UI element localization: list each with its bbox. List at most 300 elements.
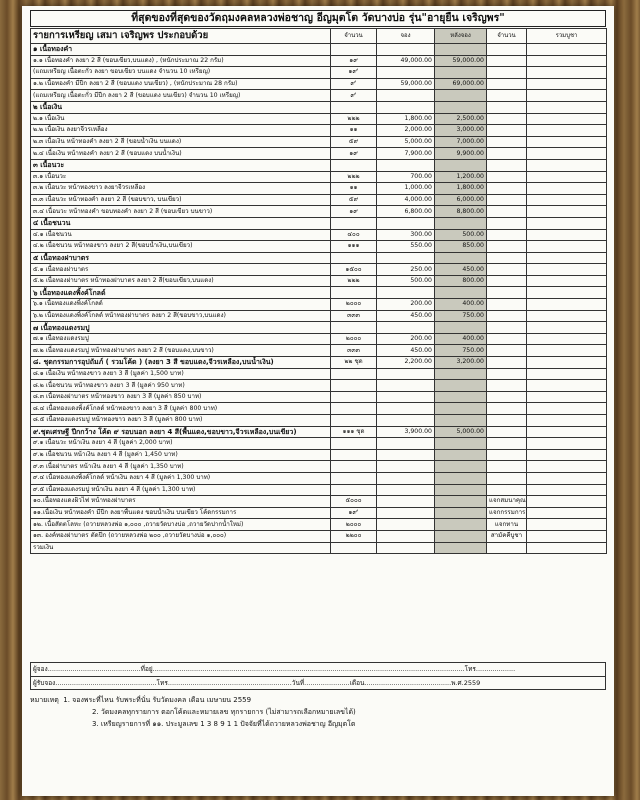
row-quantity <box>331 415 377 427</box>
row-quantity <box>331 391 377 403</box>
row-description: ๑๐.เนื้อทองแดงผิวไฟ หน้าทองฝาบาตร <box>31 496 331 508</box>
row-after-price <box>435 67 487 79</box>
row-after-price: 9,900.00 <box>435 148 487 160</box>
row-quantity: ๒๐๐๐ <box>331 299 377 311</box>
row-count <box>487 148 527 160</box>
row-count <box>487 542 527 554</box>
row-after-price <box>435 415 487 427</box>
table-row <box>31 171 607 183</box>
price-table <box>30 28 607 554</box>
row-after-price: 1,800.00 <box>435 183 487 195</box>
row-after-price <box>435 530 487 542</box>
row-total <box>527 391 607 403</box>
row-after-price <box>435 484 487 496</box>
row-count <box>487 159 527 171</box>
row-description: ๓.๓ เนื้อนวะ หน้าทองคำ ลงยา 2 สี (ขอบขาว, บนเขียว) <box>31 194 331 206</box>
row-count: แจกกรรมการ <box>487 507 527 519</box>
table-row <box>31 229 607 241</box>
row-reserve-price: 2,200.00 <box>377 357 435 369</box>
row-total <box>527 171 607 183</box>
table-row <box>31 461 607 473</box>
row-total <box>527 67 607 79</box>
row-reserve-price: 250.00 <box>377 264 435 276</box>
row-count <box>487 426 527 438</box>
row-reserve-price: 59,000.00 <box>377 78 435 90</box>
row-total <box>527 438 607 450</box>
row-after-price <box>435 496 487 508</box>
row-description: ๗.๑ เนื้อทองแดงรมปู <box>31 333 331 345</box>
table-header-row <box>31 29 607 44</box>
row-count <box>487 206 527 218</box>
row-after-price: 69,000.00 <box>435 78 487 90</box>
row-quantity <box>331 380 377 392</box>
table-row <box>31 519 607 531</box>
table-row <box>31 310 607 322</box>
row-description: ๙.ชุดเศรษฐี ปีกกว้าง โค้ด ๙ รอบนอก ลงยา 4 สี(พื้นแดง,ขอบขาว,จีวรเหลือง,บนเขียว) <box>31 426 331 438</box>
row-reserve-price <box>377 368 435 380</box>
table-row <box>31 78 607 90</box>
table-row <box>31 449 607 461</box>
row-reserve-price <box>377 44 435 56</box>
row-total <box>527 136 607 148</box>
row-total <box>527 461 607 473</box>
table-row <box>31 241 607 253</box>
section-row <box>31 101 607 113</box>
row-quantity: ๒๐๐๐ <box>331 333 377 345</box>
row-total <box>527 449 607 461</box>
row-total <box>527 287 607 299</box>
row-count <box>487 415 527 427</box>
row-quantity <box>331 368 377 380</box>
row-total <box>527 206 607 218</box>
row-description: ๖.๑ เนื้อทองแดงพิ้งค์โกลด์ <box>31 299 331 311</box>
row-total <box>527 322 607 334</box>
row-quantity: ๔๐๐ <box>331 229 377 241</box>
row-total <box>527 519 607 531</box>
row-description: ๔ เนื้อชนวน <box>31 217 331 229</box>
row-description: ๘.๒ เนื้อชนวน หน้าทองขาว ลงยา 3 สี (มูลค่า 950 บาท) <box>31 380 331 392</box>
row-count <box>487 299 527 311</box>
table-row <box>31 484 607 496</box>
row-after-price: 750.00 <box>435 310 487 322</box>
section-row <box>31 44 607 56</box>
row-count <box>487 310 527 322</box>
row-count <box>487 183 527 195</box>
row-count <box>487 357 527 369</box>
row-after-price: 59,000.00 <box>435 55 487 67</box>
row-reserve-price <box>377 252 435 264</box>
row-quantity <box>331 322 377 334</box>
row-total <box>527 241 607 253</box>
row-count <box>487 264 527 276</box>
row-after-price <box>435 252 487 264</box>
row-after-price: 6,000.00 <box>435 194 487 206</box>
row-description: ๘. ชุดกรรมการอุปถัมภ์ ( รวมโค้ด ) (ลงยา 3 สี ขอบแดง,จีวรเหลือง,บนน้ำเงิน) <box>31 357 331 369</box>
footer-fields <box>30 662 606 690</box>
row-description: ๙.๔ เนื้อทองแดงพิ้งค์โกลด์ หน้าเงิน ลงยา 4 สี (มูลค่า 1,300 บาท) <box>31 472 331 484</box>
table-row <box>31 391 607 403</box>
row-quantity: ๑๙' <box>331 507 377 519</box>
price-table-body <box>31 29 607 554</box>
row-description: ๕.๑ เนื้อทองฝาบาตร <box>31 264 331 276</box>
table-row <box>31 438 607 450</box>
header-after-price: หลังจอง <box>435 29 487 44</box>
row-total <box>527 507 607 519</box>
row-reserve-price: 200.00 <box>377 333 435 345</box>
row-description: ๓ เนื้อนวะ <box>31 159 331 171</box>
row-after-price: 400.00 <box>435 333 487 345</box>
row-count <box>487 484 527 496</box>
row-description: (แถมเหรียญ เนื้อตะกั่ว มีปีก ลงยา 2 สี (ขอบแดง บนเขียว) จำนวน 10 เหรียญ) <box>31 90 331 102</box>
row-quantity: ๑๑ <box>331 125 377 137</box>
row-reserve-price <box>377 403 435 415</box>
row-description: ๒ เนื้อเงิน <box>31 101 331 113</box>
row-quantity <box>331 542 377 554</box>
row-quantity: ๒๒๒ <box>331 275 377 287</box>
row-reserve-price <box>377 415 435 427</box>
section-row <box>31 426 607 438</box>
row-reserve-price <box>377 449 435 461</box>
row-count <box>487 125 527 137</box>
row-quantity: ๒๒๒ <box>331 171 377 183</box>
row-total <box>527 496 607 508</box>
row-total <box>527 299 607 311</box>
row-count <box>487 44 527 56</box>
row-total <box>527 194 607 206</box>
row-reserve-price <box>377 322 435 334</box>
row-reserve-price <box>377 380 435 392</box>
row-total <box>527 113 607 125</box>
row-description: ๗.๒ เนื้อทองแดงรมปู หน้าทองฝาบาตร ลงยา 2 สี (ขอบแดง,บนขาว) <box>31 345 331 357</box>
row-after-price <box>435 287 487 299</box>
row-total <box>527 217 607 229</box>
row-description: ๙.๒ เนื้อชนวน หน้าเงิน ลงยา 4 สี (มูลค่า 1,450 บาท) <box>31 449 331 461</box>
row-description: ๕.๒ เนื้อทองฝาบาตร หน้าทองฝาบาตร ลงยา 2 สี(ขอบเขียว,บนแดง) <box>31 275 331 287</box>
row-quantity <box>331 217 377 229</box>
row-count <box>487 101 527 113</box>
row-quantity <box>331 44 377 56</box>
row-quantity <box>331 101 377 113</box>
row-count <box>487 229 527 241</box>
row-description: ๑ เนื้อทองคำ <box>31 44 331 56</box>
row-count <box>487 449 527 461</box>
row-quantity: ๑๙ <box>331 206 377 218</box>
row-total <box>527 55 607 67</box>
row-reserve-price: 500.00 <box>377 275 435 287</box>
row-quantity: ๑๙' <box>331 67 377 79</box>
table-row <box>31 264 607 276</box>
section-row <box>31 159 607 171</box>
row-after-price: 450.00 <box>435 264 487 276</box>
row-total <box>527 542 607 554</box>
row-total <box>527 530 607 542</box>
row-reserve-price <box>377 484 435 496</box>
row-description: ๘.๕ เนื้อทองแดงรมปู หน้าทองขาว ลงยา 3 สี (มูลค่า 800 บาท) <box>31 415 331 427</box>
table-row <box>31 496 607 508</box>
row-count <box>487 380 527 392</box>
receiver-line[interactable]: ผู้รับจอง.................................................โทร............................................................วันที่......................เดือน..........................................พ.ศ.2559 <box>31 676 605 690</box>
row-after-price <box>435 159 487 171</box>
row-reserve-price <box>377 67 435 79</box>
header-quantity: จำนวน <box>331 29 377 44</box>
row-after-price <box>435 380 487 392</box>
row-reserve-price: 200.00 <box>377 299 435 311</box>
row-count <box>487 171 527 183</box>
row-reserve-price: 49,000.00 <box>377 55 435 67</box>
row-total <box>527 44 607 56</box>
row-after-price: 1,200.00 <box>435 171 487 183</box>
row-reserve-price <box>377 101 435 113</box>
row-total <box>527 345 607 357</box>
row-total <box>527 252 607 264</box>
row-quantity <box>331 252 377 264</box>
section-row <box>31 322 607 334</box>
row-after-price: 2,500.00 <box>435 113 487 125</box>
row-quantity: ๑๙ <box>331 148 377 160</box>
row-total <box>527 403 607 415</box>
row-total <box>527 264 607 276</box>
row-description: ๑๓. องค์ทองฝาบาตร ตัดปีก (ถวายหลวงพ่อ ๒๐๐ ,ถวายวัดบางบ่อ ๑,๐๐๐) <box>31 530 331 542</box>
header-description: รายการเหรียญ เสมา เจริญพร ประกอบด้วย <box>31 29 331 44</box>
row-after-price <box>435 519 487 531</box>
row-after-price: 850.00 <box>435 241 487 253</box>
section-row <box>31 287 607 299</box>
note-3: 3. เหรียญรายการที่ ๑๑. ประมูลเลข 1 3 8 9 1 1 ปัจจัยที่ได้ถวายหลวงพ่อชาญ อีญมุตโต <box>92 720 356 728</box>
row-total <box>527 357 607 369</box>
row-after-price <box>435 101 487 113</box>
row-quantity <box>331 287 377 299</box>
row-count <box>487 403 527 415</box>
row-after-price: 5,000.00 <box>435 426 487 438</box>
row-quantity: ๑๑๑ <box>331 241 377 253</box>
row-count: สามัคคีบูชา <box>487 530 527 542</box>
row-total <box>527 310 607 322</box>
row-description: ๔.๑ เนื้อชนวน <box>31 229 331 241</box>
row-total <box>527 183 607 195</box>
table-row <box>31 90 607 102</box>
row-count <box>487 472 527 484</box>
table-row <box>31 67 607 79</box>
row-description: ๗ เนื้อทองแดงรมปู <box>31 322 331 334</box>
row-total <box>527 78 607 90</box>
row-description: ๑.๒ เนื้อทองคำ มีปีก ลงยา 2 สี (ขอบแดง บนเขียว) , (หนักประมาณ 28 กรัม) <box>31 78 331 90</box>
row-count: แจกทาน <box>487 519 527 531</box>
row-description: ๙.๑ เนื้อนวะ หน้าเงิน ลงยา 4 สี (มูลค่า 2,000 บาท) <box>31 438 331 450</box>
row-quantity <box>331 461 377 473</box>
row-quantity: ๕๙ <box>331 194 377 206</box>
table-row <box>31 206 607 218</box>
row-after-price: 500.00 <box>435 229 487 241</box>
row-description: ๕ เนื้อทองฝาบาตร <box>31 252 331 264</box>
row-total <box>527 159 607 171</box>
row-quantity <box>331 472 377 484</box>
order-form-sheet <box>22 6 614 796</box>
row-quantity: ๒๒ ชุด <box>331 357 377 369</box>
row-description: ๒.๔ เนื้อเงิน หน้าทองคำ ลงยา 2 สี (ขอบแดง บนน้ำเงิน) <box>31 148 331 160</box>
table-row <box>31 542 607 554</box>
table-row <box>31 183 607 195</box>
row-total <box>527 229 607 241</box>
row-count <box>487 345 527 357</box>
table-row <box>31 55 607 67</box>
row-quantity: ๒๒๒ <box>331 113 377 125</box>
table-row <box>31 415 607 427</box>
row-description: ๔.๒ เนื้อชนวน หน้าทองขาว ลงยา 2 สี(ขอบน้ำเงิน,บนเขียว) <box>31 241 331 253</box>
table-row <box>31 275 607 287</box>
row-reserve-price: 450.00 <box>377 345 435 357</box>
row-after-price <box>435 217 487 229</box>
row-quantity: ๙' <box>331 78 377 90</box>
row-count <box>487 461 527 473</box>
section-row <box>31 252 607 264</box>
row-description: ๑.๑ เนื้อทองคำ ลงยา 2 สี (ขอบเขียว,บนแดง) , (หนักประมาณ 22 กรัม) <box>31 55 331 67</box>
row-description: รวมเงิน <box>31 542 331 554</box>
row-after-price <box>435 542 487 554</box>
row-after-price <box>435 44 487 56</box>
row-total <box>527 380 607 392</box>
row-reserve-price: 6,800.00 <box>377 206 435 218</box>
row-reserve-price: 300.00 <box>377 229 435 241</box>
row-quantity: ๒๐๐๐ <box>331 519 377 531</box>
row-quantity: ๑๑๑ ชุด <box>331 426 377 438</box>
row-after-price: 400.00 <box>435 299 487 311</box>
row-after-price <box>435 403 487 415</box>
row-quantity <box>331 403 377 415</box>
table-row <box>31 113 607 125</box>
table-row <box>31 148 607 160</box>
row-reserve-price: 700.00 <box>377 171 435 183</box>
row-description: ๖ เนื้อทองแดงพิ้งค์โกลด์ <box>31 287 331 299</box>
row-description: ๓.๑ เนื้อนวะ <box>31 171 331 183</box>
table-row <box>31 333 607 345</box>
row-after-price <box>435 438 487 450</box>
row-after-price: 3,200.00 <box>435 357 487 369</box>
row-count <box>487 67 527 79</box>
row-reserve-price: 2,000.00 <box>377 125 435 137</box>
row-after-price <box>435 391 487 403</box>
row-count <box>487 55 527 67</box>
table-row <box>31 472 607 484</box>
table-row <box>31 507 607 519</box>
note-2: 2. วัดมงคลทุกรายการ ตอกโค้ดและหมายเลข ทุกรายการ (ไม่สามารถเลือกหมายเลขได้) <box>92 708 356 716</box>
row-reserve-price: 3,900.00 <box>377 426 435 438</box>
row-quantity: ๑๙ <box>331 55 377 67</box>
row-description: ๑๒. เนื้อสัตตโลหะ (ถวายหลวงพ่อ ๑,๐๐๐ ,ถวายวัดบางบ่อ ,ถวายวัดปากน้ำใหม่) <box>31 519 331 531</box>
section-row <box>31 357 607 369</box>
row-reserve-price <box>377 438 435 450</box>
table-row <box>31 194 607 206</box>
notes-label: หมายเหตุ <box>30 696 59 704</box>
row-quantity <box>331 159 377 171</box>
row-after-price: 7,000.00 <box>435 136 487 148</box>
row-quantity: ๓๓๓ <box>331 345 377 357</box>
header-total: รวมบูชา <box>527 29 607 44</box>
row-reserve-price <box>377 519 435 531</box>
row-reserve-price: 550.00 <box>377 241 435 253</box>
row-count <box>487 217 527 229</box>
row-reserve-price: 1,000.00 <box>377 183 435 195</box>
row-reserve-price <box>377 530 435 542</box>
row-count <box>487 333 527 345</box>
row-description: ๓.๒ เนื้อนวะ หน้าทองขาว ลงยาจีวรเหลือง <box>31 183 331 195</box>
row-quantity <box>331 449 377 461</box>
row-reserve-price <box>377 472 435 484</box>
row-reserve-price: 450.00 <box>377 310 435 322</box>
row-description: ๑๑.เนื้อเงิน หน้าทองคำ มีปีก ลงยาพื้นแดง ขอบน้ำเงิน บนเขียว โค้ดกรรมการ <box>31 507 331 519</box>
row-count <box>487 275 527 287</box>
row-reserve-price <box>377 507 435 519</box>
row-after-price: 800.00 <box>435 275 487 287</box>
section-row <box>31 217 607 229</box>
row-count <box>487 90 527 102</box>
row-after-price <box>435 461 487 473</box>
table-row <box>31 368 607 380</box>
header-count: จำนวน <box>487 29 527 44</box>
row-description: ๙.๓ เนื้อฝาบาตร หน้าเงิน ลงยา 4 สี (มูลค่า 1,350 บาท) <box>31 461 331 473</box>
table-row <box>31 380 607 392</box>
row-quantity: ๒๒๐๐ <box>331 530 377 542</box>
customer-line[interactable]: ผู้จอง.............................................ที่อยู่.......................................................................................................................................................โทร................... <box>33 665 516 673</box>
row-total <box>527 472 607 484</box>
row-total <box>527 333 607 345</box>
row-count <box>487 287 527 299</box>
row-count <box>487 252 527 264</box>
row-count <box>487 113 527 125</box>
row-reserve-price: 4,000.00 <box>377 194 435 206</box>
row-quantity: ๑๕๐๐ <box>331 264 377 276</box>
row-description: ๓.๔ เนื้อนวะ หน้าทองคำ ขอบทองคำ ลงยา 2 สี (ขอบเขียว บนขาว) <box>31 206 331 218</box>
row-total <box>527 101 607 113</box>
row-quantity: ๓๓๓ <box>331 310 377 322</box>
row-after-price <box>435 322 487 334</box>
row-total <box>527 148 607 160</box>
table-row <box>31 530 607 542</box>
row-after-price <box>435 507 487 519</box>
row-quantity <box>331 484 377 496</box>
header-reserve-price: จอง <box>377 29 435 44</box>
row-after-price: 750.00 <box>435 345 487 357</box>
row-reserve-price <box>377 461 435 473</box>
table-row <box>31 403 607 415</box>
row-description: (แถมเหรียญ เนื้อตะกั่ว ลงยา ขอบเขียว บนแดง จำนวน 10 เหรียญ) <box>31 67 331 79</box>
row-reserve-price: 5,000.00 <box>377 136 435 148</box>
row-description: ๘.๔ เนื้อทองแดงพิ้งค์โกลด์ หน้าทองขาว ลงยา 3 สี (มูลค่า 800 บาท) <box>31 403 331 415</box>
row-description: ๖.๒ เนื้อทองแดงพิ้งค์โกลด์ หน้าทองฝาบาตร ลงยา 2 สี(ขอบขาว,บนแดง) <box>31 310 331 322</box>
row-reserve-price <box>377 287 435 299</box>
row-after-price <box>435 472 487 484</box>
row-count <box>487 391 527 403</box>
row-quantity: ๙' <box>331 90 377 102</box>
row-count <box>487 241 527 253</box>
row-reserve-price <box>377 496 435 508</box>
table-row <box>31 125 607 137</box>
row-after-price: 8,800.00 <box>435 206 487 218</box>
row-quantity <box>331 438 377 450</box>
row-reserve-price <box>377 90 435 102</box>
row-after-price <box>435 449 487 461</box>
table-row <box>31 136 607 148</box>
page-title: ที่สุดของที่สุดของวัดฤมงคลหลวงพ่อชาญ อีญมุตโต วัดบางบ่อ รุ่น"อายุยืน เจริญพร" <box>30 10 606 27</box>
row-reserve-price <box>377 391 435 403</box>
row-total <box>527 275 607 287</box>
row-total <box>527 125 607 137</box>
row-count <box>487 322 527 334</box>
row-total <box>527 90 607 102</box>
row-description: ๙.๕ เนื้อทองแดงรมปู หน้าเงิน ลงยา 4 สี (มูลค่า 1,300 บาท) <box>31 484 331 496</box>
row-count <box>487 136 527 148</box>
row-count <box>487 194 527 206</box>
row-total <box>527 415 607 427</box>
